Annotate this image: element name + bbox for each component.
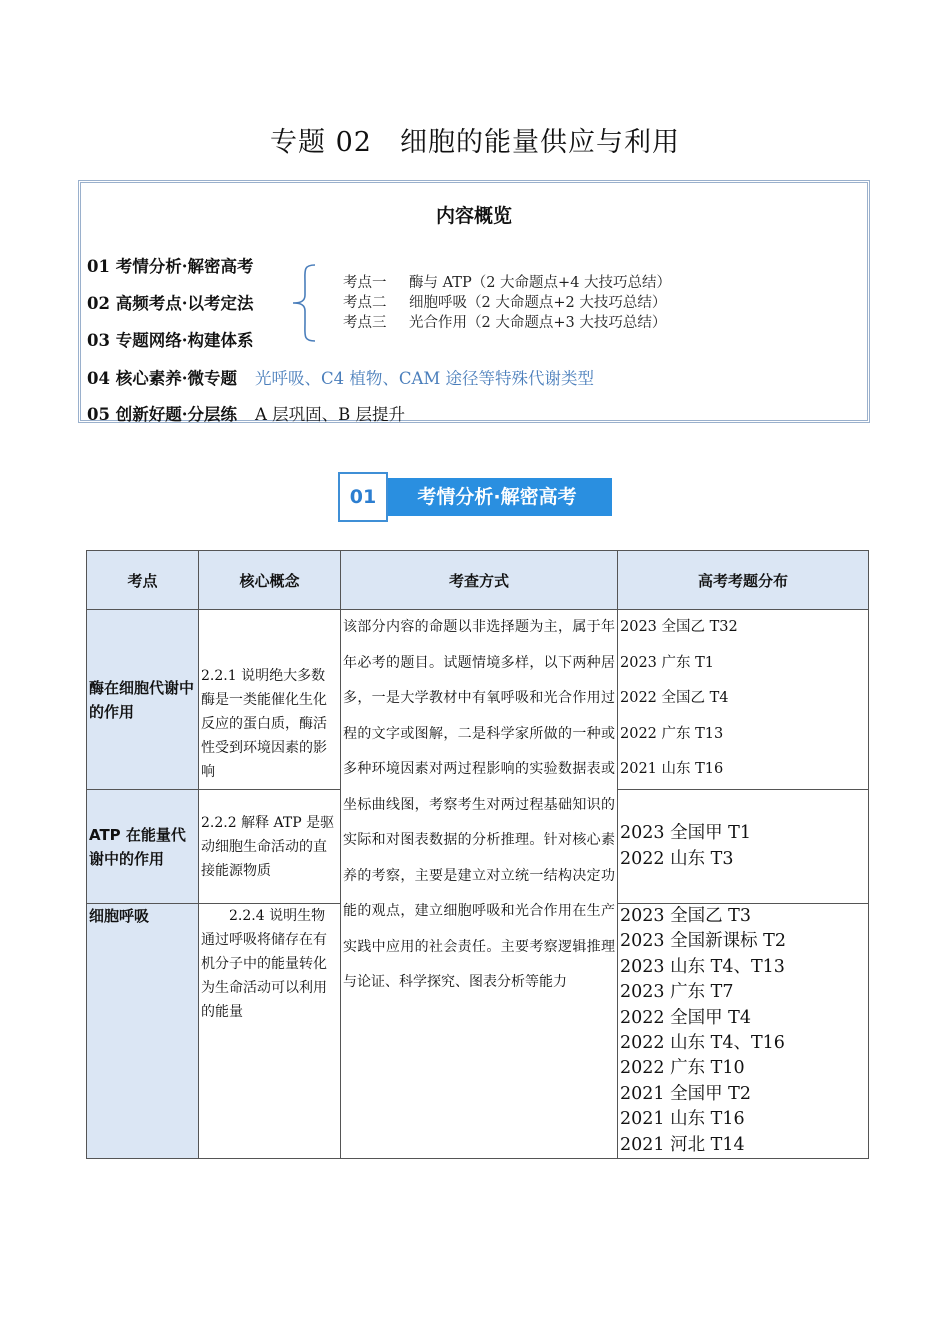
exam-item: 2021 河北 T14 (620, 1134, 745, 1155)
kaodian-cell: 酶在细胞代谢中的作用 (87, 610, 199, 790)
exam-item: 2023 广东 T1 (620, 654, 715, 671)
exam-item: 2022 山东 T3 (620, 848, 734, 869)
page-title (0, 120, 950, 159)
kaodian-cell: 细胞呼吸 (87, 904, 199, 1159)
exam-list-cell (618, 610, 869, 790)
overview-item-01 (87, 253, 253, 277)
exam-item: 2023 全国甲 T1 (620, 823, 751, 844)
table-header-row (87, 551, 869, 610)
overview-item-05 (87, 401, 405, 425)
overview-item-label: 02 高频考点·以考定法 (87, 294, 254, 313)
exam-item: 2021 山东 T16 (620, 1109, 745, 1130)
kaodian-number: 考点一 (343, 275, 387, 291)
kaodian-cell: ATP 在能量代谢中的作用 (87, 790, 199, 904)
content-overview-box (78, 180, 870, 423)
exam-item: 2023 山东 T4、T13 (620, 956, 785, 977)
method-cell: 该部分内容的命题以非选择题为主，属于年年必考的题目。试题情境多样，以下两种居多，一是大学教材中有氧呼吸和光合作用过程的文字或图解，二是科学家所做的一种或多种环境因素对两过程影响的实验数据表或坐标曲线图，考察考生对两过程基础知识的实际和对图表数据的分析推理。针对核心素养的考察，主要是建立对立统一结构决定功能的观点，建立细胞呼吸和光合作用在生产实践中应用的社会责任。主要考察逻辑推理与论证、科学探究、图表分析等能力 (341, 610, 618, 1159)
core-concept-cell: 2.2.4 说明生物通过呼吸将储存在有机分子中的能量转化为生命活动可以利用的能量 (199, 904, 341, 1159)
overview-item-label: 03 专题网络·构建体系 (87, 331, 254, 350)
exam-list-cell (618, 790, 869, 904)
overview-item-note: A 层巩固、B 层提升 (254, 405, 405, 424)
exam-item: 2023 广东 T7 (620, 982, 734, 1003)
core-concept-text: 2.2.1 说明绝大多数酶是一类能催化生化反应的蛋白质，酶活性受到环境因素的影响 (201, 668, 327, 780)
section-banner (338, 472, 612, 522)
overview-item-label: 05 创新好题·分层练 (87, 405, 237, 424)
exam-item: 2022 山东 T4、T16 (620, 1033, 785, 1054)
header-kaodian: 考点 (87, 551, 199, 610)
kaodian-text: 酶与 ATP（2 大命题点+4 大技巧总结） (409, 275, 672, 291)
header-core-concept: 核心概念 (199, 551, 341, 610)
overview-item-label: 04 核心素养·微专题 (87, 369, 237, 388)
curly-brace-icon (289, 263, 317, 343)
overview-item-03 (87, 327, 253, 351)
kaodian-number: 考点三 (343, 315, 387, 331)
exam-analysis-table (86, 550, 869, 1159)
kaodian-line-1 (343, 271, 671, 292)
kaodian-number: 考点二 (343, 295, 387, 311)
header-method: 考查方式 (341, 551, 618, 610)
core-concept-cell (199, 610, 341, 790)
exam-item: 2022 全国乙 T4 (620, 690, 729, 707)
exam-item: 2022 广东 T13 (620, 725, 724, 742)
exam-list-cell (618, 904, 869, 1159)
kaodian-text: 光合作用（2 大命题点+3 大技巧总结） (409, 315, 667, 331)
banner-number: 01 (338, 472, 388, 522)
exam-item: 2023 全国新课标 T2 (620, 931, 786, 952)
kaodian-line-3 (343, 311, 666, 332)
exam-item: 2021 全国甲 T2 (620, 1083, 751, 1104)
core-concept-cell: 2.2.2 解释 ATP 是驱动细胞生命活动的直接能源物质 (199, 790, 341, 904)
exam-item: 2022 广东 T10 (620, 1058, 745, 1079)
overview-item-label: 01 考情分析·解密高考 (87, 257, 254, 276)
exam-item: 2023 全国乙 T32 (620, 619, 738, 635)
overview-heading: 内容概览 (435, 205, 512, 227)
table-row (87, 610, 869, 790)
title-prefix: 专题 02 (270, 127, 372, 158)
kaodian-line-2 (343, 291, 666, 312)
exam-item: 2022 全国甲 T4 (620, 1007, 751, 1028)
exam-item: 2021 山东 T16 (620, 761, 724, 778)
title-text: 细胞的能量供应与利用 (399, 127, 680, 158)
overview-item-02 (87, 290, 253, 314)
overview-item-note: 光呼吸、C4 植物、CAM 途径等特殊代谢类型 (254, 369, 595, 388)
header-exam-distribution: 高考考题分布 (618, 551, 869, 610)
kaodian-text: 细胞呼吸（2 大命题点+2 大技巧总结） (409, 295, 667, 311)
banner-title: 考情分析·解密高考 (382, 478, 612, 516)
exam-item: 2023 全国乙 T3 (620, 906, 751, 926)
overview-item-04 (87, 365, 594, 389)
